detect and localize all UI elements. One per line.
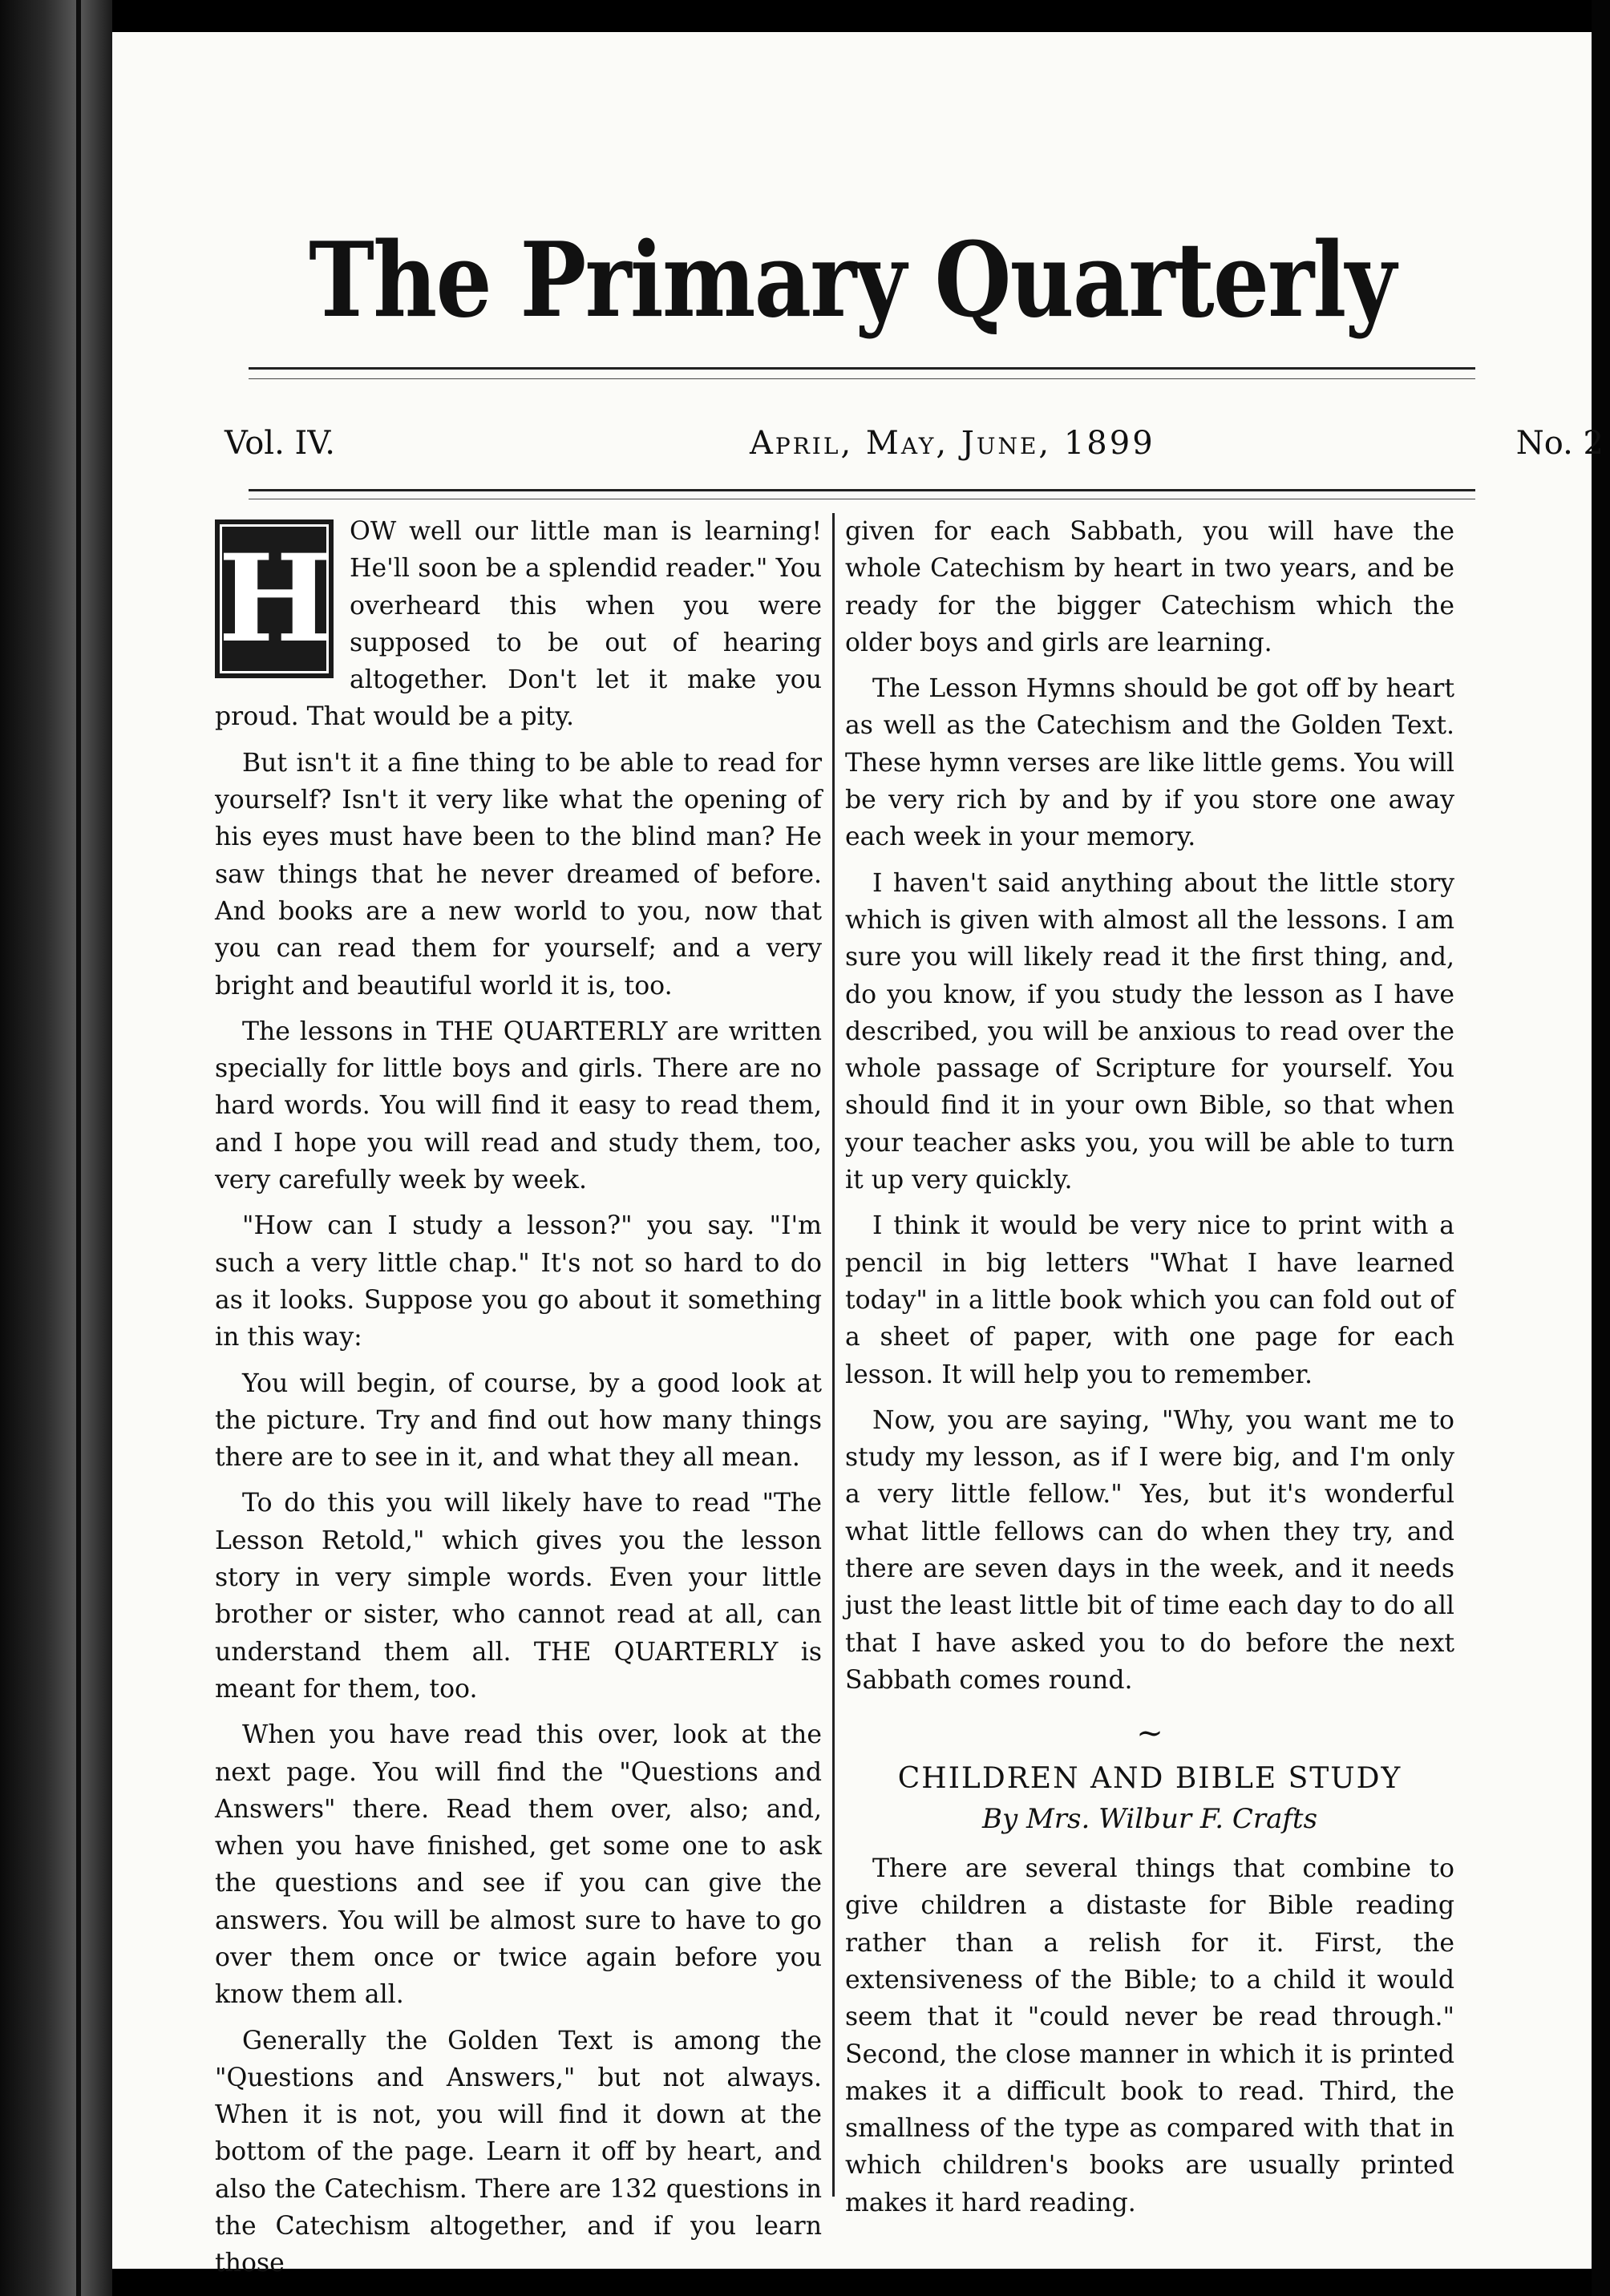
- paragraph: I haven't said anything about the little story which is given with almost all the lessons. I am sure you will likely read it the first thing, and, do you know, if you study the lesson as I have described, you will be anxious to read over the whole passage of Scripture for yourself. You should find it in your own Bible, so that when your teacher asks you, you will be able to turn it up very quickly.: [845, 868, 1454, 1195]
- section-ornament: ~: [1136, 1715, 1163, 1752]
- right-column: [845, 513, 1454, 2230]
- paragraph-text: OW well our little man is learning! He'll soon be a splendid reader." You overheard this when you were supposed to be out of hearing altogether. Don't let it make you proud. That would be a pity.: [215, 517, 822, 732]
- paragraph: given for each Sabbath, you will have the whole Catechism by heart in two years, and be ready for the bigger Catechism which the older boys and girls are learning.: [845, 517, 1454, 657]
- paragraph: But isn't it a fine thing to be able to read for yourself? Isn't it very like what the opening of his eyes must have been to the blind man? He saw things that he never dreamed of before. And books are a new world to you, now that you can read them for yourself; and a very bright and beautiful world it is, too.: [215, 748, 822, 1000]
- paragraph: You will begin, of course, by a good look at the picture. Try and find out how many things there are to see in it, and what they all mean.: [215, 1368, 822, 1473]
- masthead-rule: [249, 367, 1475, 370]
- masthead-rule-thin: [249, 378, 1475, 379]
- issue-number: No. 2: [1515, 425, 1604, 462]
- journal-page: [112, 32, 1604, 2278]
- volume-label: Vol. IV.: [225, 425, 335, 462]
- paragraph: Generally the Golden Text is among the "Questions and Answers," but not always. When it is not, you will find it down at the bottom of the page. Learn it off by heart, and also the Catechism. There are 132 questions in the Catechism altogether, and if you learn those: [215, 2026, 822, 2278]
- issue-rule: [249, 489, 1475, 491]
- paragraph: [215, 513, 822, 736]
- paragraph: To do this you will likely have to read "The Lesson Retold," which gives you the lesson story in very simple words. Even your little brother or sister, who cannot read at all, can understand them all. THE QUARTERLY is meant for them, too.: [215, 1489, 822, 1704]
- dropcap-initial: H: [215, 519, 334, 678]
- paragraph: There are several things that combine to give children a distaste for Bible reading rather than a relish for it. First, the extensiveness of the Bible; to a child it would seem that it "could never be read through." Second, the close manner in which it is printed makes it a difficult book to read. Third, the smallness of the type as compared with that in which children's books are usually printed makes it hard reading.: [845, 1854, 1454, 2217]
- paragraph: The lessons in THE QUARTERLY are written specially for little boys and girls. There are no hard words. You will find it easy to read them, and I hope you will read and study them, too, very carefully week by week.: [215, 1017, 822, 1195]
- issue-dates: April, May, June, 1899: [750, 425, 1155, 462]
- masthead-title: The Primary Quarterly: [309, 220, 1395, 341]
- issue-line: [225, 425, 1604, 473]
- page-edge-shadow: [1592, 0, 1610, 2296]
- paragraph: The Lesson Hymns should be got off by heart as well as the Catechism and the Golden Text. These hymn verses are like little gems. You will be very rich by and by if you store one away each week in your memory.: [845, 674, 1454, 852]
- paragraph: Now, you are saying, "Why, you want me to study my lesson, as if I were big, and I'm only a very little fellow." Yes, but it's wonderful what little fellows can do when they try, and there are seven days in the week, and it needs just the least little bit of time each day to do all that I have asked you to do before the next Sabbath comes round.: [845, 1405, 1454, 1695]
- article-byline: By Mrs. Wilbur F. Crafts: [981, 1802, 1318, 1835]
- book-binding: [0, 0, 112, 2296]
- paragraph: I think it would be very nice to print with a pencil in big letters "What I have learned today" in a little book which you can fold out of a sheet of paper, with one page for each lesson. It will help you to remember.: [845, 1211, 1454, 1389]
- article-title: CHILDREN AND BIBLE STUDY: [897, 1761, 1402, 1795]
- paragraph: When you have read this over, look at the next page. You will find the "Questions and Answers" there. Read them over, also; and, when you have finished, get some one to ask the questions and see if you can give the answers. You will be almost sure to have to go over them once or twice again before you know them all.: [215, 1720, 822, 2010]
- paragraph: "How can I study a lesson?" you say. "I'm such a very little chap." It's not so hard to do as it looks. Suppose you go about it something in this way:: [215, 1211, 822, 1352]
- column-divider: [832, 513, 835, 2197]
- left-column: [215, 513, 822, 2291]
